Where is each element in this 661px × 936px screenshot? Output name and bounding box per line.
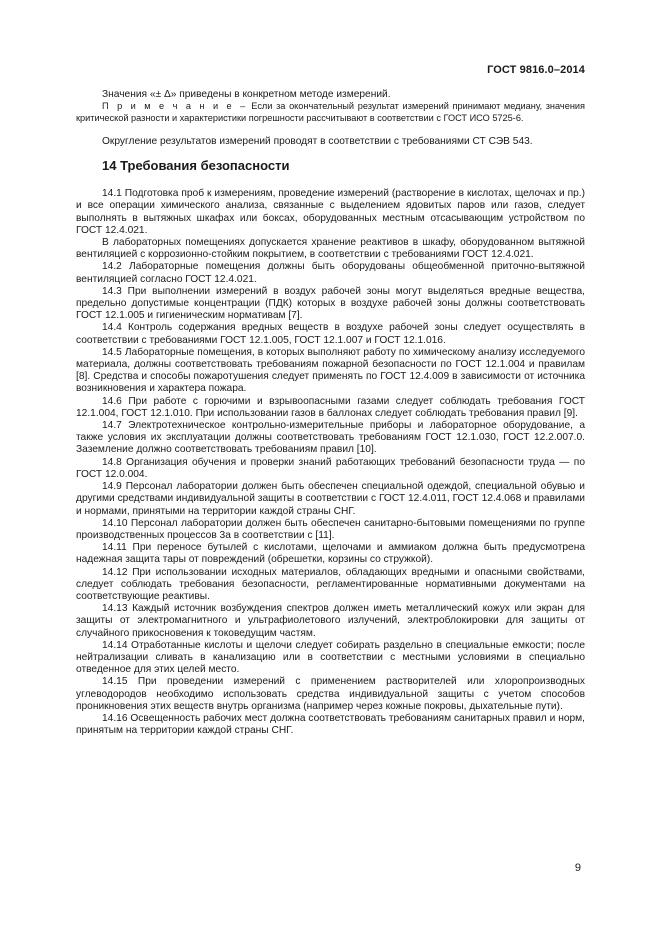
page-content	[76, 89, 585, 737]
paragraph-14-16: 14.16 Освещенность рабочих мест должна соответствовать требованиям санитарных правил и норм, принятым на территории каждой страны СНГ.	[76, 712, 585, 737]
note-label: П р и м е ч а н и е –	[102, 101, 248, 112]
paragraph-14-13: 14.13 Каждый источник возбуждения спектров должен иметь металлический кожух или экран для защиты от электромагнитного и ультрафиолетового излучений, электроблокировки для защиты от случайного прикосновения к токоведущим частям.	[76, 603, 585, 639]
section-title: 14 Требования безопасности	[102, 158, 290, 174]
note-text: Если за окончательный результат измерений принимают медиану, значения критической разности и характеристики погрешности рассчитывают в соответствии с ГОСТ ИСО 5725-6.	[76, 101, 585, 123]
paragraph-14-8: 14.8 Организация обучения и проверки знаний работающих требований безопасности труда — по ГОСТ 12.0.004.	[76, 456, 585, 480]
paragraph-14-1: 14.1 Подготовка проб к измерениям, проведение измерений (растворение в кислотах, щелочах и пр.) и все операции химического анализа, связанные с выделением ядовитых паров или газов, следует выполнять в вытяжных шкафах или боксах, оборудованных местным отсасывающим устройством по ГОСТ 12.4.021.	[76, 188, 585, 236]
rounding-paragraph: Округление результатов измерений проводят в соответствии с требованиями СТ СЭВ 543.	[102, 136, 533, 148]
paragraph-14-7: 14.7 Электротехническое контрольно-измерительные приборы и лабораторное оборудование, а также условия их эксплуатации должны соответствовать требованиям ГОСТ 12.1.030, ГОСТ 12.2.007.0. Заземление должно соответствовать требованиям правил [10].	[76, 420, 585, 456]
section-body	[76, 188, 585, 737]
page-number: 9	[574, 862, 581, 874]
paragraph-14-1-storage: В лабораторных помещениях допускается хранение реактивов в шкафу, оборудованном вытяжной вентиляцией с коррозионно-стойким покрытием, в соответствии с требованиями ГОСТ 12.4.021.	[76, 237, 585, 261]
paragraph-14-9: 14.9 Персонал лаборатории должен быть обеспечен специальной одеждой, специальной обувью и другими средствами индивидуальной защиты в соответствии с ГОСТ 12.4.011, ГОСТ 12.4.068 и правилами и нормами, принятыми на территории каждой страны СНГ.	[76, 481, 585, 517]
paragraph-14-4: 14.4 Контроль содержания вредных веществ в воздухе рабочей зоны следует осуществлять в соответствии с требованиями ГОСТ 12.1.005, ГОСТ 12.1.007 и ГОСТ 12.1.016.	[76, 322, 585, 346]
paragraph-14-15: 14.15 При проведении измерений с применением растворителей или хлоропроизводных углеводородов необходимо использовать средства индивидуальной защиты с учетом способов проникновения этих веществ внутрь организма (например через кожные покровы, дыхательные пути).	[76, 676, 585, 712]
paragraph-14-3: 14.3 При выполнении измерений в воздух рабочей зоны могут выделяться вредные вещества, предельно допустимые концентрации (ПДК) которых в воздухе рабочей зоны должны соответствовать ГОСТ 12.1.005 и гигиеническим нормативам [7].	[76, 285, 585, 322]
spacer	[76, 124, 585, 136]
paragraph-14-2: 14.2 Лабораторные помещения должны быть оборудованы общеобменной приточно-вытяжной вентиляцией согласно ГОСТ 12.4.021.	[76, 261, 585, 285]
paragraph-14-11: 14.11 При переносе бутылей с кислотами, щелочами и аммиаком должна быть предусмотрена надежная защита тары от повреждений (обрешетки, корзины со стружкой).	[76, 542, 585, 566]
paragraph-14-14: 14.14 Отработанные кислоты и щелочи следует собирать раздельно в специальные емкости; после нейтрализации сливать в канализацию или в соответствии с местными условиями в специально отведенное для этих целей место.	[76, 639, 585, 676]
paragraph-14-10: 14.10 Персонал лаборатории должен быть обеспечен санитарно-бытовыми помещениями по группе производственных процессов 3а в соответствии с [11].	[76, 517, 585, 541]
document-code-header: ГОСТ 9816.0–2014	[487, 64, 585, 76]
note-paragraph	[76, 101, 585, 124]
paragraph-14-5: 14.5 Лабораторные помещения, в которых выполняют работу по химическому анализу исследуемого материала, должны соответствовать требованиям пожарной безопасности по ГОСТ 12.1.004 и правилам [8]. Средства и способы пожаротушения следует применять по ГОСТ 12.4.009 в зависимости от источника возникновения и характера пожара.	[76, 346, 585, 395]
values-note: Значения «± Δ» приведены в конкретном методе измерений.	[102, 89, 391, 100]
paragraph-14-6: 14.6 При работе с горючими и взрывоопасными газами следует соблюдать требования ГОСТ 12.1.004, ГОСТ 12.1.010. При использовании газов в баллонах следует соблюдать требования правил [9].	[76, 395, 585, 419]
paragraph-14-12: 14.12 При использовании исходных материалов, обладающих вредными и опасными свойствами, следует соблюдать требования безопасности, регламентированные нормативными документами на соответствующие реактивы.	[76, 566, 585, 602]
